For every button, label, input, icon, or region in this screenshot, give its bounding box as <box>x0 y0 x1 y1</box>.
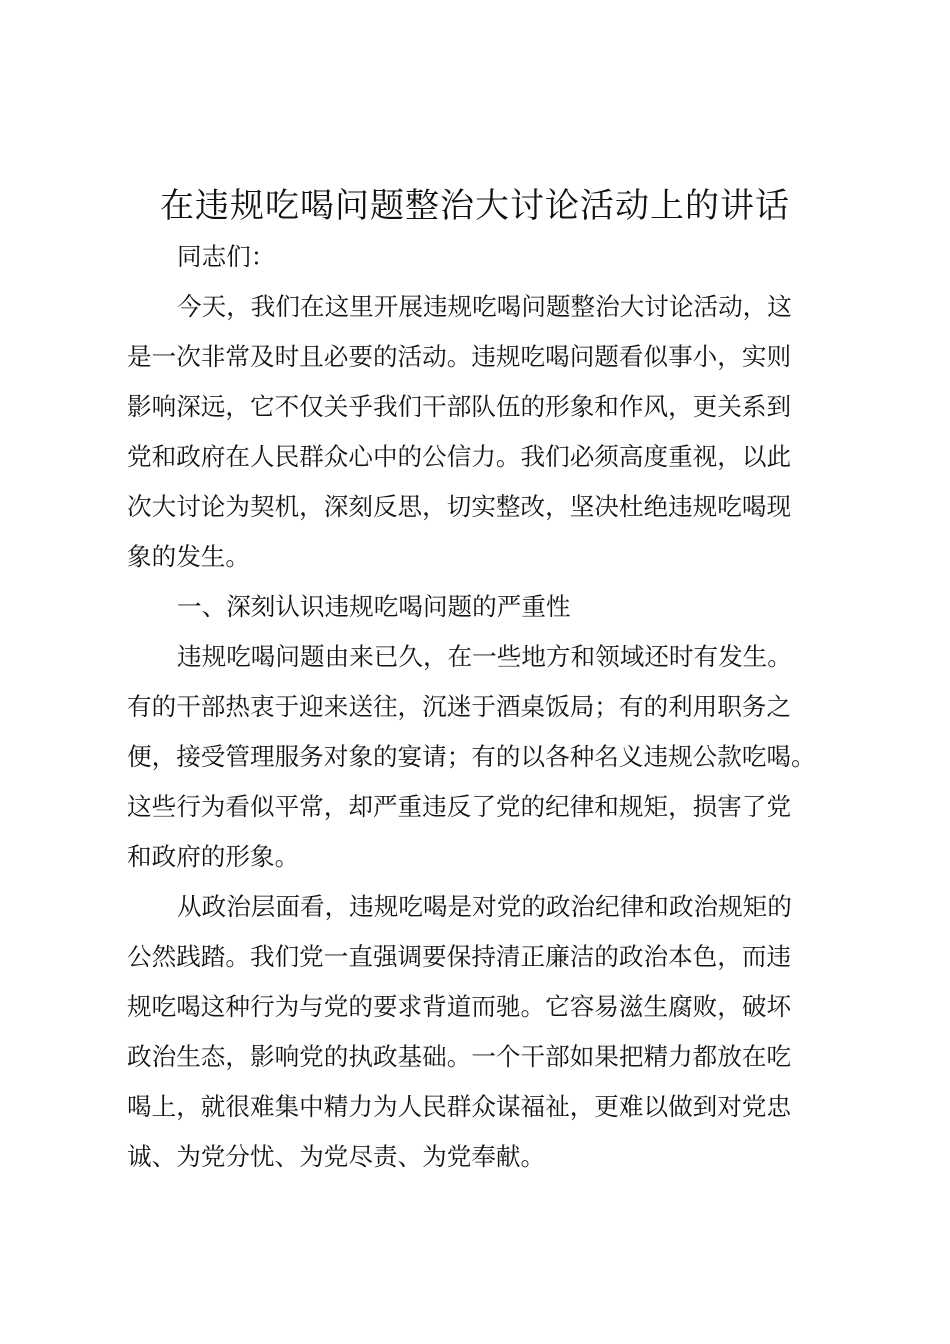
paragraph-line: 象的发生。 <box>127 542 250 571</box>
paragraph-line: 今天，我们在这里开展违规吃喝问题整治大讨论活动，这 <box>177 292 792 321</box>
paragraph-line: 便，接受管理服务对象的宴请；有的以各种名义违规公款吃喝。 <box>127 742 816 771</box>
section-heading: 一、深刻认识违规吃喝问题的严重性 <box>177 592 571 621</box>
paragraph-line: 违规吃喝问题由来已久，在一些地方和领域还时有发生。 <box>177 642 792 671</box>
paragraph-line: 影响深远，它不仅关乎我们干部队伍的形象和作风，更关系到 <box>127 392 792 421</box>
paragraph-line: 从政治层面看，违规吃喝是对党的政治纪律和政治规矩的 <box>177 892 792 921</box>
document-body <box>127 232 837 1182</box>
paragraph-line: 诚、为党分忧、为党尽责、为党奉献。 <box>127 1142 546 1171</box>
paragraph-line: 有的干部热衷于迎来送往，沉迷于酒桌饭局；有的利用职务之 <box>127 692 792 721</box>
paragraph-line: 党和政府在人民群众心中的公信力。我们必须高度重视，以此 <box>127 442 792 471</box>
paragraph-line: 政治生态，影响党的执政基础。一个干部如果把精力都放在吃 <box>127 1042 792 1071</box>
paragraph-line: 和政府的形象。 <box>127 842 300 871</box>
paragraph-line: 是一次非常及时且必要的活动。违规吃喝问题看似事小，实则 <box>127 342 792 371</box>
paragraph-line: 公然践踏。我们党一直强调要保持清正廉洁的政治本色，而违 <box>127 942 792 971</box>
paragraph-line: 喝上，就很难集中精力为人民群众谋福祉，更难以做到对党忠 <box>127 1092 792 1121</box>
paragraph-line: 规吃喝这种行为与党的要求背道而驰。它容易滋生腐败，破坏 <box>127 992 792 1021</box>
paragraph-line: 次大讨论为契机，深刻反思，切实整改，坚决杜绝违规吃喝现 <box>127 492 792 521</box>
paragraph-line: 这些行为看似平常，却严重违反了党的纪律和规矩，损害了党 <box>127 792 792 821</box>
salutation: 同志们： <box>177 242 276 271</box>
document-title: 在违规吃喝问题整治大讨论活动上的讲话 <box>160 186 790 226</box>
